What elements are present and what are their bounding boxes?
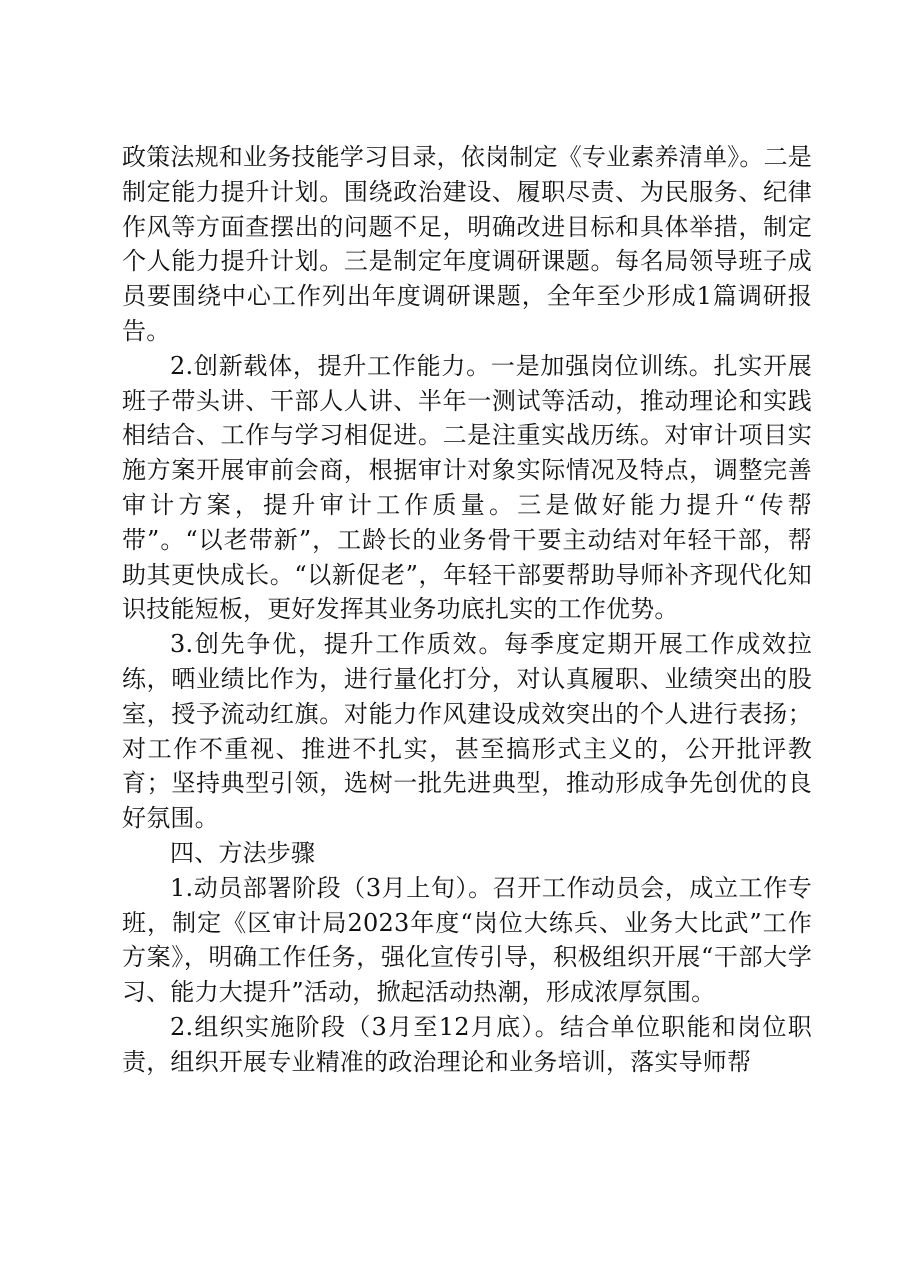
section-heading-methods: 四、方法步骤 xyxy=(170,838,316,867)
paragraph-mobilization-stage: 1.动员部署阶段（3月上旬）。召开工作动员会，成立工作专班，制定《区审计局2023年度“岗位大练兵、业务大比武”工作方案》，明确工作任务，强化宣传引导，积极组织开展“干部大学习、能力大提升”活动，掀起活动热潮，形成浓厚氛围。 xyxy=(122,873,812,1007)
paragraph-innovate-carrier: 2.创新载体，提升工作能力。一是加强岗位训练。扎实开展班子带头讲、干部人人讲、半年一测试等活动，推动理论和实践相结合、工作与学习相促进。二是注重实战历练。对审计项目实施方案开展审前会商，根据审计对象实际情况及特点，调整完善审计方案，提升审计工作质量。三是做好能力提升“传帮带”。“以老带新”，工龄长的业务骨干要主动结对年轻干部，帮助其更快成长。“以新促老”，年轻干部要帮助导师补齐现代化知识技能短板，更好发挥其业务功底扎实的工作优势。 xyxy=(122,351,812,624)
paragraph-excellence: 3.创先争优，提升工作质效。每季度定期开展工作成效拉练，晒业绩比作为，进行量化打分，对认真履职、业绩突出的股室，授予流动红旗。对能力作风建设成效突出的个人进行表扬；对工作不重视、推进不扎实，甚至搞形式主义的，公开批评教育；坚持典型引领，选树一批先进典型，推动形成争先创优的良好氛围。 xyxy=(122,630,812,833)
document-body xyxy=(122,140,812,1080)
paragraph-study-plan: 政策法规和业务技能学习目录，依岗制定《专业素养清单》。二是制定能力提升计划。围绕政治建设、履职尽责、为民服务、纪律作风等方面查摆出的问题不足，明确改进目标和具体举措，制定个人能力提升计划。三是制定年度调研课题。每名局领导班子成员要围绕中心工作列出年度调研课题，全年至少形成1篇调研报告。 xyxy=(122,143,812,345)
paragraph-implementation-stage: 2.组织实施阶段（3月至12月底）。结合单位职能和岗位职责，组织开展专业精准的政治理论和业务培训，落实导师帮 xyxy=(122,1012,812,1076)
